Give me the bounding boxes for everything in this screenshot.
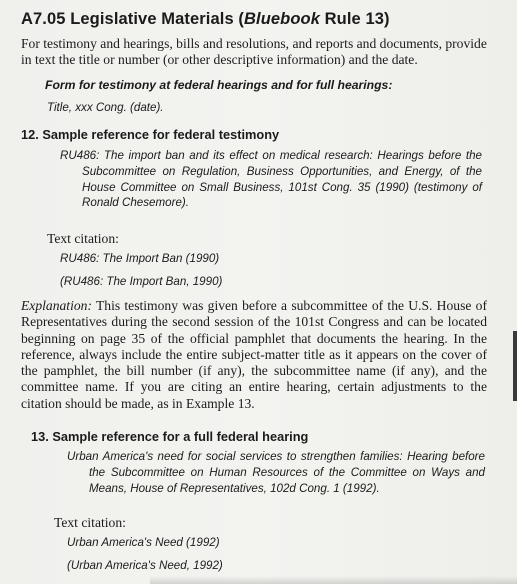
example-13-citation-2: (Urban America's Need, 1992) bbox=[67, 559, 223, 572]
section-title-text-after: Rule 13) bbox=[319, 10, 390, 28]
example-12-citation-2: (RU486: The Import Ban, 1990) bbox=[60, 275, 223, 288]
section-number: A7.05 bbox=[21, 10, 66, 28]
section-title-text-before: Legislative Materials ( bbox=[70, 10, 245, 28]
example-12-reference-text: RU486: The import ban and its effect on medical research: Hearings before the Subcommittee on Regulation, Business Opportunities, and Energy, of the House Committee on Small Business, 101st Cong. 35 (1990) (testimony of Ronald Chesemore). bbox=[60, 149, 482, 210]
example-12-heading: 12. Sample reference for federal testimony bbox=[21, 127, 280, 142]
explanation-label: Explanation: bbox=[21, 298, 92, 313]
page-bottom-shadow bbox=[150, 576, 517, 584]
example-13-reference bbox=[67, 449, 485, 496]
form-heading: Form for testimony at federal hearings and for full hearings: bbox=[45, 78, 393, 92]
section-title-italic: Bluebook bbox=[244, 10, 320, 28]
explanation-paragraph bbox=[21, 298, 487, 412]
example-13-text-citation-label: Text citation: bbox=[54, 515, 126, 530]
example-12-reference bbox=[60, 148, 482, 211]
example-13-heading: 13. Sample reference for a full federal hearing bbox=[31, 429, 309, 444]
page-edge-mark bbox=[513, 331, 517, 401]
explanation-text: This testimony was given before a subcommittee of the U.S. House of Representatives during the second session of the 101st Congress and can be located beginning on page 35 of the official pamphlet that documents the hearing. In the reference, always include the entire subject-matter title as it appears on the cover of the pamphlet, the bill number (if any), the subcommittee name (if any), and the committee name. If you are citing an entire hearing, certain adjustments to the citation should be made, as in Example 13. bbox=[21, 298, 487, 411]
example-12-text-citation-label: Text citation: bbox=[47, 231, 119, 246]
intro-paragraph: For testimony and hearings, bills and resolutions, and reports and documents, provide in text the title or number (or other descriptive information) and the date. bbox=[21, 36, 487, 67]
form-pattern: Title, xxx Cong. (date). bbox=[47, 101, 164, 114]
section-title bbox=[21, 10, 390, 29]
example-13-reference-text: Urban America's need for social services to strengthen families: Hearing before the Subcommittee on Human Resources of the Committee on Ways and Means, House of Representatives, 102d Cong. 1 (1992). bbox=[67, 450, 485, 495]
example-12-citation-1: RU486: The Import Ban (1990) bbox=[60, 252, 220, 265]
example-13-citation-1: Urban America's Need (1992) bbox=[67, 536, 220, 549]
